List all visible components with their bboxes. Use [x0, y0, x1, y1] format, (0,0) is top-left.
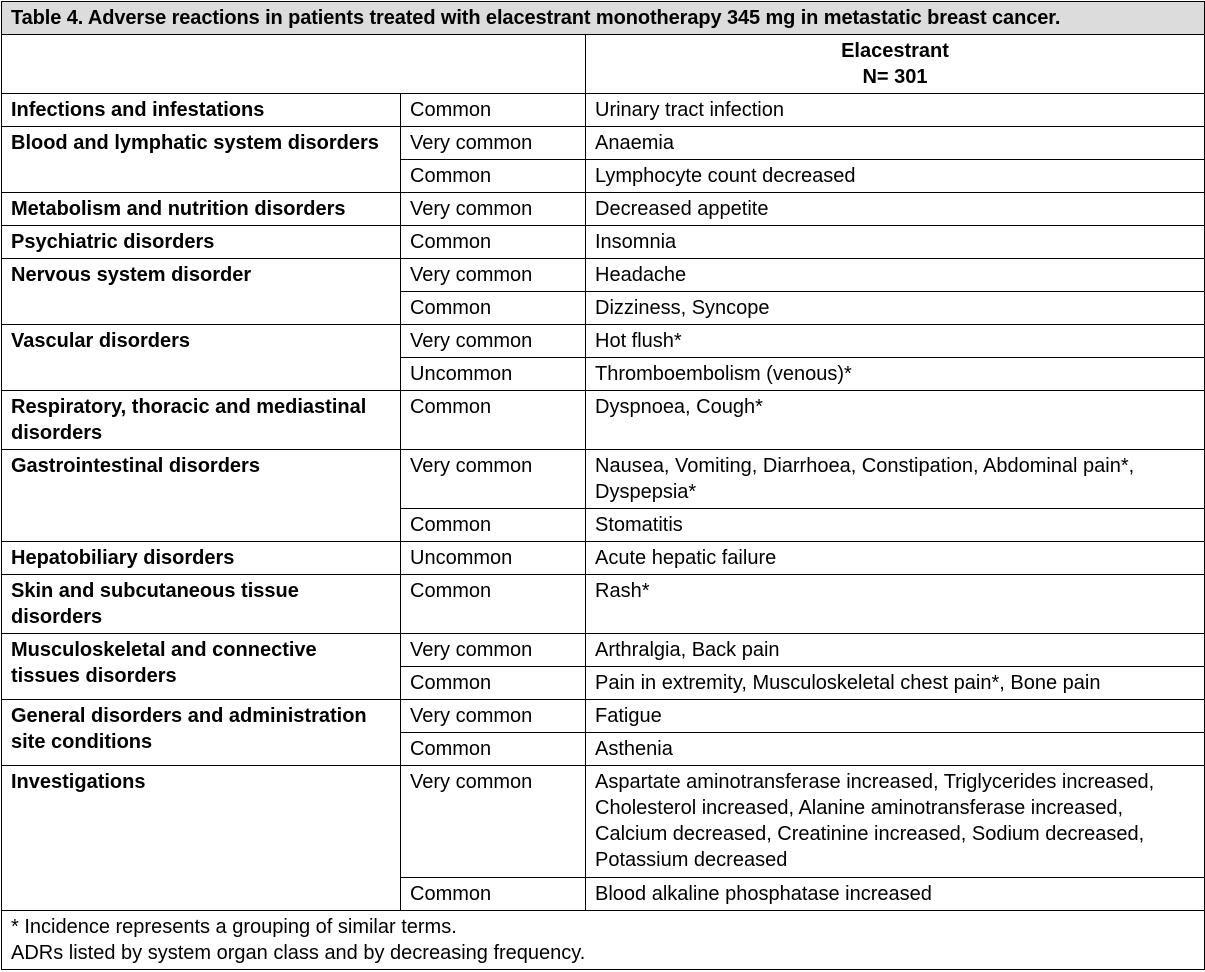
reactions-cell: Dyspnoea, Cough* — [586, 391, 1205, 450]
reactions-cell: Blood alkaline phosphatase increased — [586, 878, 1205, 911]
reactions-cell: Thromboembolism (venous)* — [586, 358, 1205, 391]
soc-cell: Respiratory, thoracic and mediastinal disorders — [2, 391, 401, 450]
reactions-cell: Aspartate aminotransferase increased, Triglycerides increased, Cholesterol increased, Alanine aminotransferase increased, Calcium decreased, Creatinine increased, Sodium decreased, Potassium decreased — [586, 766, 1205, 878]
frequency-cell: Common — [401, 391, 586, 450]
table-row — [2, 127, 1205, 160]
frequency-cell: Very common — [401, 193, 586, 226]
table-row — [2, 226, 1205, 259]
soc-cell: Nervous system disorder — [2, 259, 401, 325]
frequency-cell: Very common — [401, 766, 586, 878]
soc-cell: Vascular disorders — [2, 325, 401, 391]
soc-cell: Musculoskeletal and connective tissues disorders — [2, 634, 401, 700]
reactions-cell: Fatigue — [586, 700, 1205, 733]
frequency-cell: Common — [401, 160, 586, 193]
patient-count: N= 301 — [862, 66, 928, 88]
soc-cell: Psychiatric disorders — [2, 226, 401, 259]
frequency-cell: Very common — [401, 259, 586, 292]
footnote-order: ADRs listed by system organ class and by decreasing frequency. — [11, 942, 586, 964]
reactions-cell: Rash* — [586, 575, 1205, 634]
drug-name: Elacestrant — [841, 40, 949, 62]
reactions-cell: Dizziness, Syncope — [586, 292, 1205, 325]
soc-cell: Blood and lymphatic system disorders — [2, 127, 401, 193]
frequency-cell: Uncommon — [401, 542, 586, 575]
frequency-cell: Very common — [401, 634, 586, 667]
reactions-cell: Decreased appetite — [586, 193, 1205, 226]
reactions-cell: Stomatitis — [586, 509, 1205, 542]
frequency-cell: Common — [401, 226, 586, 259]
reactions-cell: Acute hepatic failure — [586, 542, 1205, 575]
reactions-cell: Lymphocyte count decreased — [586, 160, 1205, 193]
frequency-cell: Common — [401, 878, 586, 911]
reactions-cell: Pain in extremity, Musculoskeletal chest pain*, Bone pain — [586, 667, 1205, 700]
soc-cell: Gastrointestinal disorders — [2, 450, 401, 542]
frequency-cell: Common — [401, 667, 586, 700]
frequency-cell: Very common — [401, 700, 586, 733]
table-row — [2, 634, 1205, 667]
frequency-cell: Common — [401, 94, 586, 127]
reactions-cell: Hot flush* — [586, 325, 1205, 358]
table-row — [2, 193, 1205, 226]
reactions-cell: Insomnia — [586, 226, 1205, 259]
footnote-asterisk: * Incidence represents a grouping of similar terms. — [11, 916, 457, 938]
table-row — [2, 450, 1205, 509]
reactions-cell: Arthralgia, Back pain — [586, 634, 1205, 667]
table-row — [2, 766, 1205, 878]
frequency-cell: Very common — [401, 127, 586, 160]
frequency-cell: Common — [401, 733, 586, 766]
reactions-cell: Headache — [586, 259, 1205, 292]
soc-cell: Skin and subcutaneous tissue disorders — [2, 575, 401, 634]
table-row — [2, 94, 1205, 127]
frequency-cell: Very common — [401, 325, 586, 358]
soc-cell: Hepatobiliary disorders — [2, 542, 401, 575]
table-row — [2, 259, 1205, 292]
soc-cell: Infections and infestations — [2, 94, 401, 127]
column-header — [586, 35, 1205, 94]
frequency-cell: Common — [401, 292, 586, 325]
reactions-cell: Nausea, Vomiting, Diarrhoea, Constipation, Abdominal pain*, Dyspepsia* — [586, 450, 1205, 509]
header-blank-cell — [2, 35, 586, 94]
table-row — [2, 575, 1205, 634]
soc-cell: Metabolism and nutrition disorders — [2, 193, 401, 226]
adverse-reactions-table — [1, 1, 1205, 970]
table-row — [2, 542, 1205, 575]
table-row — [2, 391, 1205, 450]
table-row — [2, 700, 1205, 733]
reactions-cell: Urinary tract infection — [586, 94, 1205, 127]
frequency-cell: Very common — [401, 450, 586, 509]
frequency-cell: Common — [401, 575, 586, 634]
soc-cell: Investigations — [2, 766, 401, 911]
soc-cell: General disorders and administration site conditions — [2, 700, 401, 766]
table-row — [2, 325, 1205, 358]
reactions-cell: Anaemia — [586, 127, 1205, 160]
table-title: Table 4. Adverse reactions in patients treated with elacestrant monotherapy 345 mg in metastatic breast cancer. — [2, 2, 1205, 35]
frequency-cell: Common — [401, 509, 586, 542]
frequency-cell: Uncommon — [401, 358, 586, 391]
footnotes — [2, 911, 1205, 970]
reactions-cell: Asthenia — [586, 733, 1205, 766]
